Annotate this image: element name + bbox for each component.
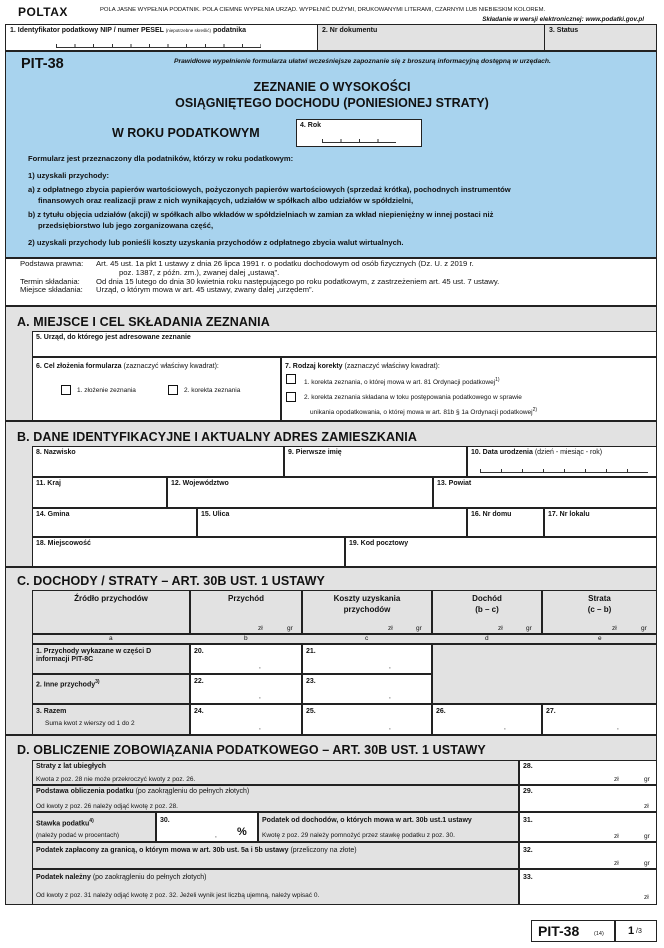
purpose-correction-checkbox[interactable] <box>168 385 178 395</box>
apartment-number-label: 17. Nr lokalu <box>548 511 590 518</box>
brand: POLTAX <box>18 5 68 19</box>
purpose-field <box>32 357 281 421</box>
correction-type-label: 7. Rodzaj korekty <box>285 363 343 370</box>
intro-lead: Formularz jest przeznaczony dla podatników, którzy w roku podatkowym: <box>28 154 294 163</box>
foreign-tax-note: (przeliczony na złote) <box>290 847 357 854</box>
tax-due-33-field[interactable] <box>519 869 657 905</box>
tax-rate-label: Stawka podatku <box>36 820 90 828</box>
tax-31-note: Kwotę z poz. 29 należy pomnożyć przez stawkę podatku z poz. 30. <box>262 832 455 839</box>
correction-type-field <box>281 357 657 421</box>
tax-due-note: (po zaokrągleniu do pełnych złotych) <box>92 874 207 881</box>
unit-zl: zł <box>498 625 503 632</box>
surname-field[interactable] <box>32 446 284 477</box>
page-total: /3 <box>636 928 642 935</box>
footnote-4: 4) <box>89 818 94 824</box>
col-cost-label-2: przychodów <box>343 605 391 614</box>
col-letter-d: d <box>485 635 489 642</box>
commune-field[interactable] <box>32 508 197 537</box>
footer-version: (14) <box>594 931 604 937</box>
tax-31-row <box>258 812 519 842</box>
title-line-3: W ROKU PODATKOWYM <box>112 126 260 140</box>
col-letter-c: c <box>365 635 369 642</box>
house-number-field[interactable] <box>467 508 544 537</box>
tax-office-field[interactable] <box>32 331 657 357</box>
table-row <box>32 674 190 704</box>
intro-point-1: 1) uzyskali przychody: <box>28 170 110 180</box>
footnote-1: 1) <box>495 377 500 383</box>
col-loss-formula: (c – b) <box>587 605 612 614</box>
intro-point-2: 2) uzyskali przychody lub ponieśli koszty uzyskania przychodów z odpłatnego zbycia walut wirtualnych. <box>28 237 404 247</box>
tax-office-label: 5. Urząd, do którego jest adresowane zeznanie <box>36 334 191 341</box>
losses-label: Straty z lat ubiegłych <box>36 763 107 770</box>
field-number: 25. <box>306 708 316 715</box>
purpose-filing-label: 1. złożenie zeznania <box>77 387 136 394</box>
field-number: 21. <box>306 648 316 655</box>
footnote-2: 2) <box>532 407 538 413</box>
electronic-notice: Składanie w wersji elektronicznej: www.podatki.gov.pl <box>482 16 644 23</box>
voivodeship-label: 12. Województwo <box>171 480 229 487</box>
correction-art81b-label-2: unikania opodatkowania, o której mowa w art. 81b § 1a Ordynacji podatkowej <box>310 409 533 417</box>
field-number: 22. <box>194 678 204 685</box>
tax-due-row <box>32 869 519 905</box>
fill-notice: POLA JASNE WYPEŁNIA PODATNIK. POLA CIEMNE WYPEŁNIA URZĄD. WYPEŁNIĆ DUŻYMI, DRUKOWANYMI LITERAMI, CZARNYM LUB NIEBIESKIM KOLOREM. <box>100 7 546 13</box>
tax-due-instruction: Od kwoty z poz. 31 należy odjąć kwotę z poz. 32. Jeżeli wynik jest liczbą ujemną, należy wpisać 0. <box>36 892 320 899</box>
correction-art81b-checkbox[interactable] <box>286 392 296 402</box>
correction-art81-checkbox[interactable] <box>286 374 296 384</box>
income-22-field[interactable]: 22. , <box>190 674 302 704</box>
unit-gr: gr <box>526 625 532 632</box>
gain-26-field[interactable]: 26. , <box>432 704 542 735</box>
correction-art81b-label: 2. korekta zeznania składana w toku postępowania podatkowego w sprawie <box>304 394 522 401</box>
status-label: 3. Status <box>549 27 579 34</box>
taxpayer-id-ticks <box>56 44 261 48</box>
tax-base-29-field[interactable] <box>519 785 657 812</box>
unit-zl: zł <box>614 860 619 867</box>
purpose-filing-checkbox[interactable] <box>61 385 71 395</box>
tax-due-label: Podatek należny <box>36 874 91 881</box>
unit-zl: zł <box>644 803 649 810</box>
field-number: 27. <box>546 708 556 715</box>
tax-base-instruction: Od kwoty z poz. 26 należy odjąć kwotę z poz. 28. <box>36 803 178 810</box>
field-number: 24. <box>194 708 204 715</box>
field-number: 26. <box>436 708 446 715</box>
losses-row <box>32 760 519 785</box>
col-header-source <box>32 590 190 634</box>
footer-form-code <box>531 920 615 942</box>
surname-label: 8. Nazwisko <box>36 449 76 456</box>
table-row <box>32 704 190 735</box>
cost-25-field[interactable]: 25. , <box>302 704 432 735</box>
house-number-label: 16. Nr domu <box>471 511 512 518</box>
row-2-label: 2. Inne przychody <box>36 681 96 689</box>
foreign-tax-label: Podatek zapłacony za granicą, o którym mowa w art. 30b ust. 5a i 5b ustawy <box>36 847 289 854</box>
tax-base-note: (po zaokrągleniu do pełnych złotych) <box>135 788 250 795</box>
unit-gr: gr <box>641 625 647 632</box>
tax-base-label: Podstawa obliczenia podatku <box>36 788 134 795</box>
birth-date-label: 10. Data urodzenia <box>471 449 533 456</box>
foreign-tax-row <box>32 842 519 869</box>
city-label: 18. Miejscowość <box>36 540 91 547</box>
field-number: 31. <box>523 817 533 824</box>
unit-gr: gr <box>416 625 422 632</box>
taxpayer-id-tail: podatnika <box>212 27 247 34</box>
section-a-title: A. MIEJSCE I CEL SKŁADANIA ZEZNANIA <box>17 315 270 329</box>
country-label: 11. Kraj <box>36 480 61 487</box>
field-number: 29. <box>523 788 533 795</box>
page-current: 1 <box>628 925 635 937</box>
title-line-1: ZEZNANIE O WYSOKOŚCI <box>253 80 411 94</box>
tax-rate-30-field[interactable]: 30. , % <box>156 812 258 842</box>
col-cost-label-1: Koszty uzyskania <box>333 594 401 603</box>
row-1-label-2: informacji PIT-8C <box>36 656 94 663</box>
tax-rate-row <box>32 812 156 842</box>
tax-year-ticks <box>322 139 396 143</box>
unit-zl: zł <box>258 625 263 632</box>
section-d-title: D. OBLICZENIE ZOBOWIĄZANIA PODATKOWEGO – ART. 30B UST. 1 USTAWY <box>17 743 486 757</box>
field-number: 32. <box>523 847 533 854</box>
voivodeship-field[interactable] <box>167 477 433 508</box>
income-24-field[interactable]: 24. , <box>190 704 302 735</box>
unit-zl: zł <box>614 833 619 840</box>
birth-date-note: (dzień - miesiąc - rok) <box>534 449 603 456</box>
foreign-tax-32-field[interactable] <box>519 842 657 869</box>
birth-date-ticks <box>480 469 648 473</box>
table-row <box>32 644 190 674</box>
purpose-label: 6. Cel złożenia formularza <box>36 363 122 370</box>
place-key: Miejsce składania: <box>20 285 83 295</box>
tax-31-label: Podatek od dochodów, o których mowa w art. 30b ust.1 ustawy <box>262 817 472 824</box>
row-1-label: 1. Przychody wykazane w części D <box>36 648 152 655</box>
street-field[interactable] <box>197 508 467 537</box>
tax-31-field[interactable] <box>519 812 657 842</box>
col-header-income <box>190 590 302 634</box>
unit-zl: zł <box>612 625 617 632</box>
loss-27-field[interactable]: 27. , <box>542 704 657 735</box>
purpose-correction-label: 2. korekta zeznania <box>184 387 241 394</box>
col-income-label: Przychód <box>227 594 264 603</box>
col-letter-e: e <box>598 635 602 642</box>
row-3-label: 3. Razem <box>36 708 67 715</box>
taxpayer-id-label: 1. Identyfikator podatkowy NIP / numer PESEL <box>10 27 164 34</box>
losses-note: Kwota z poz. 28 nie może przekroczyć kwoty z poz. 26. <box>36 776 196 783</box>
tax-year-field[interactable] <box>296 119 422 147</box>
city-field[interactable] <box>32 537 345 567</box>
section-b-title: B. DANE IDENTYFIKACYJNE I AKTUALNY ADRES ZAMIESZKANIA <box>17 430 417 444</box>
field-number: 28. <box>523 763 533 770</box>
unit-gr: gr <box>644 833 650 840</box>
place-text: Urząd, o którym mowa w art. 45 ustawy, zwany dalej „urzędem”. <box>96 285 314 295</box>
legal-basis-text-2: poz. 1387, z późn. zm.), zwanej dalej „ustawą”. <box>119 267 280 277</box>
col-letter-b: b <box>244 635 248 642</box>
deadline-key: Termin składania: <box>20 276 80 286</box>
correction-type-note: (zaznaczyć właściwy kwadrat): <box>344 363 440 370</box>
taxpayer-id-note: (niepotrzebne skreślić) <box>165 28 212 33</box>
col-letter-a: a <box>109 635 113 642</box>
col-source-label: Źródło przychodów <box>74 594 148 603</box>
apartment-number-field[interactable] <box>544 508 657 537</box>
tax-year-label: 4. Rok <box>300 122 322 129</box>
unit-zl: zł <box>388 625 393 632</box>
commune-label: 14. Gmina <box>36 511 70 518</box>
doc-number-label: 2. Nr dokumentu <box>322 27 378 34</box>
birth-date-field[interactable] <box>467 446 657 477</box>
field-number: 33. <box>523 874 533 881</box>
cost-23-field[interactable]: 23. , <box>302 674 432 704</box>
losses-28-field[interactable] <box>519 760 657 785</box>
income-20-field[interactable]: 20. , <box>190 644 302 674</box>
page-number <box>615 920 657 942</box>
unit-zl: zł <box>614 776 619 783</box>
footnote-3: 3) <box>95 679 100 685</box>
field-number: 20. <box>194 648 204 655</box>
county-label: 13. Powiat <box>437 480 472 487</box>
postal-code-field[interactable] <box>345 537 657 567</box>
col-header-loss <box>542 590 657 634</box>
legal-basis-key: Podstawa prawna: <box>20 259 84 268</box>
brochure-hint: Prawidłowe wypełnienie formularza ułatwi wcześniejsze zapoznanie się z broszurą informacyjną dostępną w urzędach. <box>174 58 551 65</box>
title-line-2: OSIĄGNIĘTEGO DOCHODU (PONIESIONEJ STRATY) <box>175 96 489 110</box>
deadline-text: Od dnia 15 lutego do dnia 30 kwietnia roku następującego po roku podatkowym, z zastrzeżeniem art. 45 ust. 7 ustawy. <box>96 276 500 286</box>
intro-point-a2: finansowych oraz realizacji praw z nich wynikających, udziałów w spółkach albo udziałów w spółdzielni, <box>38 195 414 205</box>
col-gain-label: Dochód <box>472 594 502 603</box>
footer-form: PIT-38 <box>538 923 580 939</box>
col-header-cost <box>302 590 432 634</box>
first-name-field[interactable] <box>284 446 467 477</box>
row-3-note: Suma kwot z wierszy od 1 do 2 <box>45 720 135 727</box>
county-field[interactable] <box>433 477 657 508</box>
first-name-label: 9. Pierwsze imię <box>288 449 342 456</box>
unit-gr: gr <box>287 625 293 632</box>
cost-21-field[interactable]: 21. , <box>302 644 432 674</box>
intro-point-b1: b) z tytułu objęcia udziałów (akcji) w spółkach albo wkładów w spółdzielniach w zamian za wkład niepieniężny w innej postaci niż <box>28 210 494 220</box>
intro-point-b2: przedsiębiorstwo lub jego zorganizowana część, <box>38 220 214 230</box>
percent-sign: % <box>237 826 247 838</box>
tax-rate-note: (należy podać w procentach) <box>36 832 120 839</box>
field-number: 23. <box>306 678 316 685</box>
unit-zl: zł <box>644 894 649 901</box>
purpose-note: (zaznaczyć właściwy kwadrat): <box>123 363 219 370</box>
col-loss-label: Strata <box>588 594 611 603</box>
postal-code-label: 19. Kod pocztowy <box>349 540 409 547</box>
col-gain-formula: (b – c) <box>475 605 499 614</box>
letter-row <box>32 634 657 644</box>
legal-basis-text: Art. 45 ust. 1a pkt 1 ustawy z dnia 26 lipca 1991 r. o podatku dochodowym od osób fizycznych (Dz. U. z 2019 r. <box>96 259 474 268</box>
unit-gr: gr <box>644 776 650 783</box>
street-label: 15. Ulica <box>201 511 230 518</box>
form-code: PIT-38 <box>21 56 64 72</box>
row-1-gain-empty <box>432 644 657 704</box>
tax-base-row <box>32 785 519 812</box>
taxpayer-id-field[interactable] <box>5 24 318 51</box>
country-field[interactable] <box>32 477 167 508</box>
section-c-title: C. DOCHODY / STRATY – ART. 30B UST. 1 USTAWY <box>17 574 325 588</box>
unit-gr: gr <box>644 860 650 867</box>
intro-point-a1: a) z odpłatnego zbycia papierów wartościowych, pożyczonych papierów wartościowych (sprzedaż krótka), pochodnych instrumentów <box>28 185 511 195</box>
field-number: 30. <box>160 817 170 824</box>
correction-art81-label: 1. korekta zeznania, o której mowa w art. 81 Ordynacji podatkowej <box>304 379 496 387</box>
